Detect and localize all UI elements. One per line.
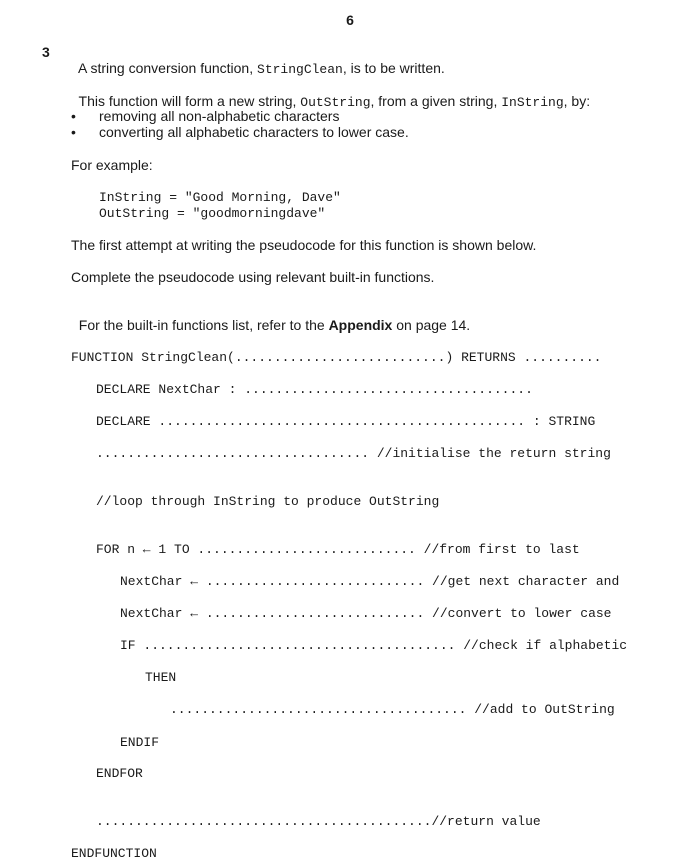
pseudocode-endif: ENDIF xyxy=(120,735,160,750)
example-line: InString = "Good Morning, Dave" xyxy=(99,190,341,205)
pseudocode-initialise: ................................... //initialise the return string xyxy=(96,446,611,461)
desc-text-a: This function will form a new string, xyxy=(78,93,301,109)
appendix-ref-bold: Appendix xyxy=(328,317,393,333)
bullet-marker: • xyxy=(71,108,76,124)
pseudocode-declare-string: DECLARE ............................................... : STRING xyxy=(96,414,596,429)
pseudocode-endfunction: ENDFUNCTION xyxy=(71,846,157,861)
pseudocode-if: IF ........................................ //check if alphabetic xyxy=(120,638,628,653)
function-name-code: StringClean xyxy=(257,62,343,77)
instruction-paragraph: Complete the pseudocode using relevant built-in functions. xyxy=(71,269,435,285)
pseudocode-endfor: ENDFOR xyxy=(96,766,143,781)
pseudocode-function-header: FUNCTION StringClean(...........................) RETURNS .......... xyxy=(71,350,602,365)
intro-text-post: , is to be written. xyxy=(342,60,445,76)
question-number: 3 xyxy=(42,44,50,60)
appendix-ref-pre: For the built-in functions list, refer to the xyxy=(78,317,329,333)
bullet-item: converting all alphabetic characters to lower case. xyxy=(99,124,409,140)
desc-text-c: , by: xyxy=(563,93,591,109)
pseudocode-loop-comment: //loop through InString to produce OutString xyxy=(96,494,440,509)
instruction-paragraph: The first attempt at writing the pseudocode for this function is shown below. xyxy=(71,237,537,253)
example-line: OutString = "goodmorningdave" xyxy=(99,206,326,221)
question-description xyxy=(71,77,590,110)
intro-text-pre: A string conversion function, xyxy=(78,60,258,76)
pseudocode-for: FOR n ← 1 TO ............................ //from first to last xyxy=(96,542,580,557)
instring-code: InString xyxy=(501,95,564,110)
bullet-marker: • xyxy=(71,124,76,140)
appendix-ref-post: on page 14. xyxy=(392,317,471,333)
desc-text-b: , from a given string, xyxy=(370,93,502,109)
appendix-reference xyxy=(71,301,470,333)
question-intro xyxy=(71,44,445,77)
pseudocode-declare-nextchar: DECLARE NextChar : ..................................... xyxy=(96,382,533,397)
outstring-code: OutString xyxy=(300,95,371,110)
bullet-item: removing all non-alphabetic characters xyxy=(99,108,340,124)
pseudocode-return: ...........................................//return value xyxy=(96,814,541,829)
example-label: For example: xyxy=(71,157,153,173)
pseudocode-then: THEN xyxy=(145,670,177,685)
pseudocode-lower-case: NextChar ← ............................ //convert to lower case xyxy=(120,606,612,621)
pseudocode-add-to-outstring: ...................................... //add to OutString xyxy=(170,702,615,717)
pseudocode-get-next-char: NextChar ← ............................ //get next character and xyxy=(120,574,620,589)
page-number: 6 xyxy=(346,12,354,28)
